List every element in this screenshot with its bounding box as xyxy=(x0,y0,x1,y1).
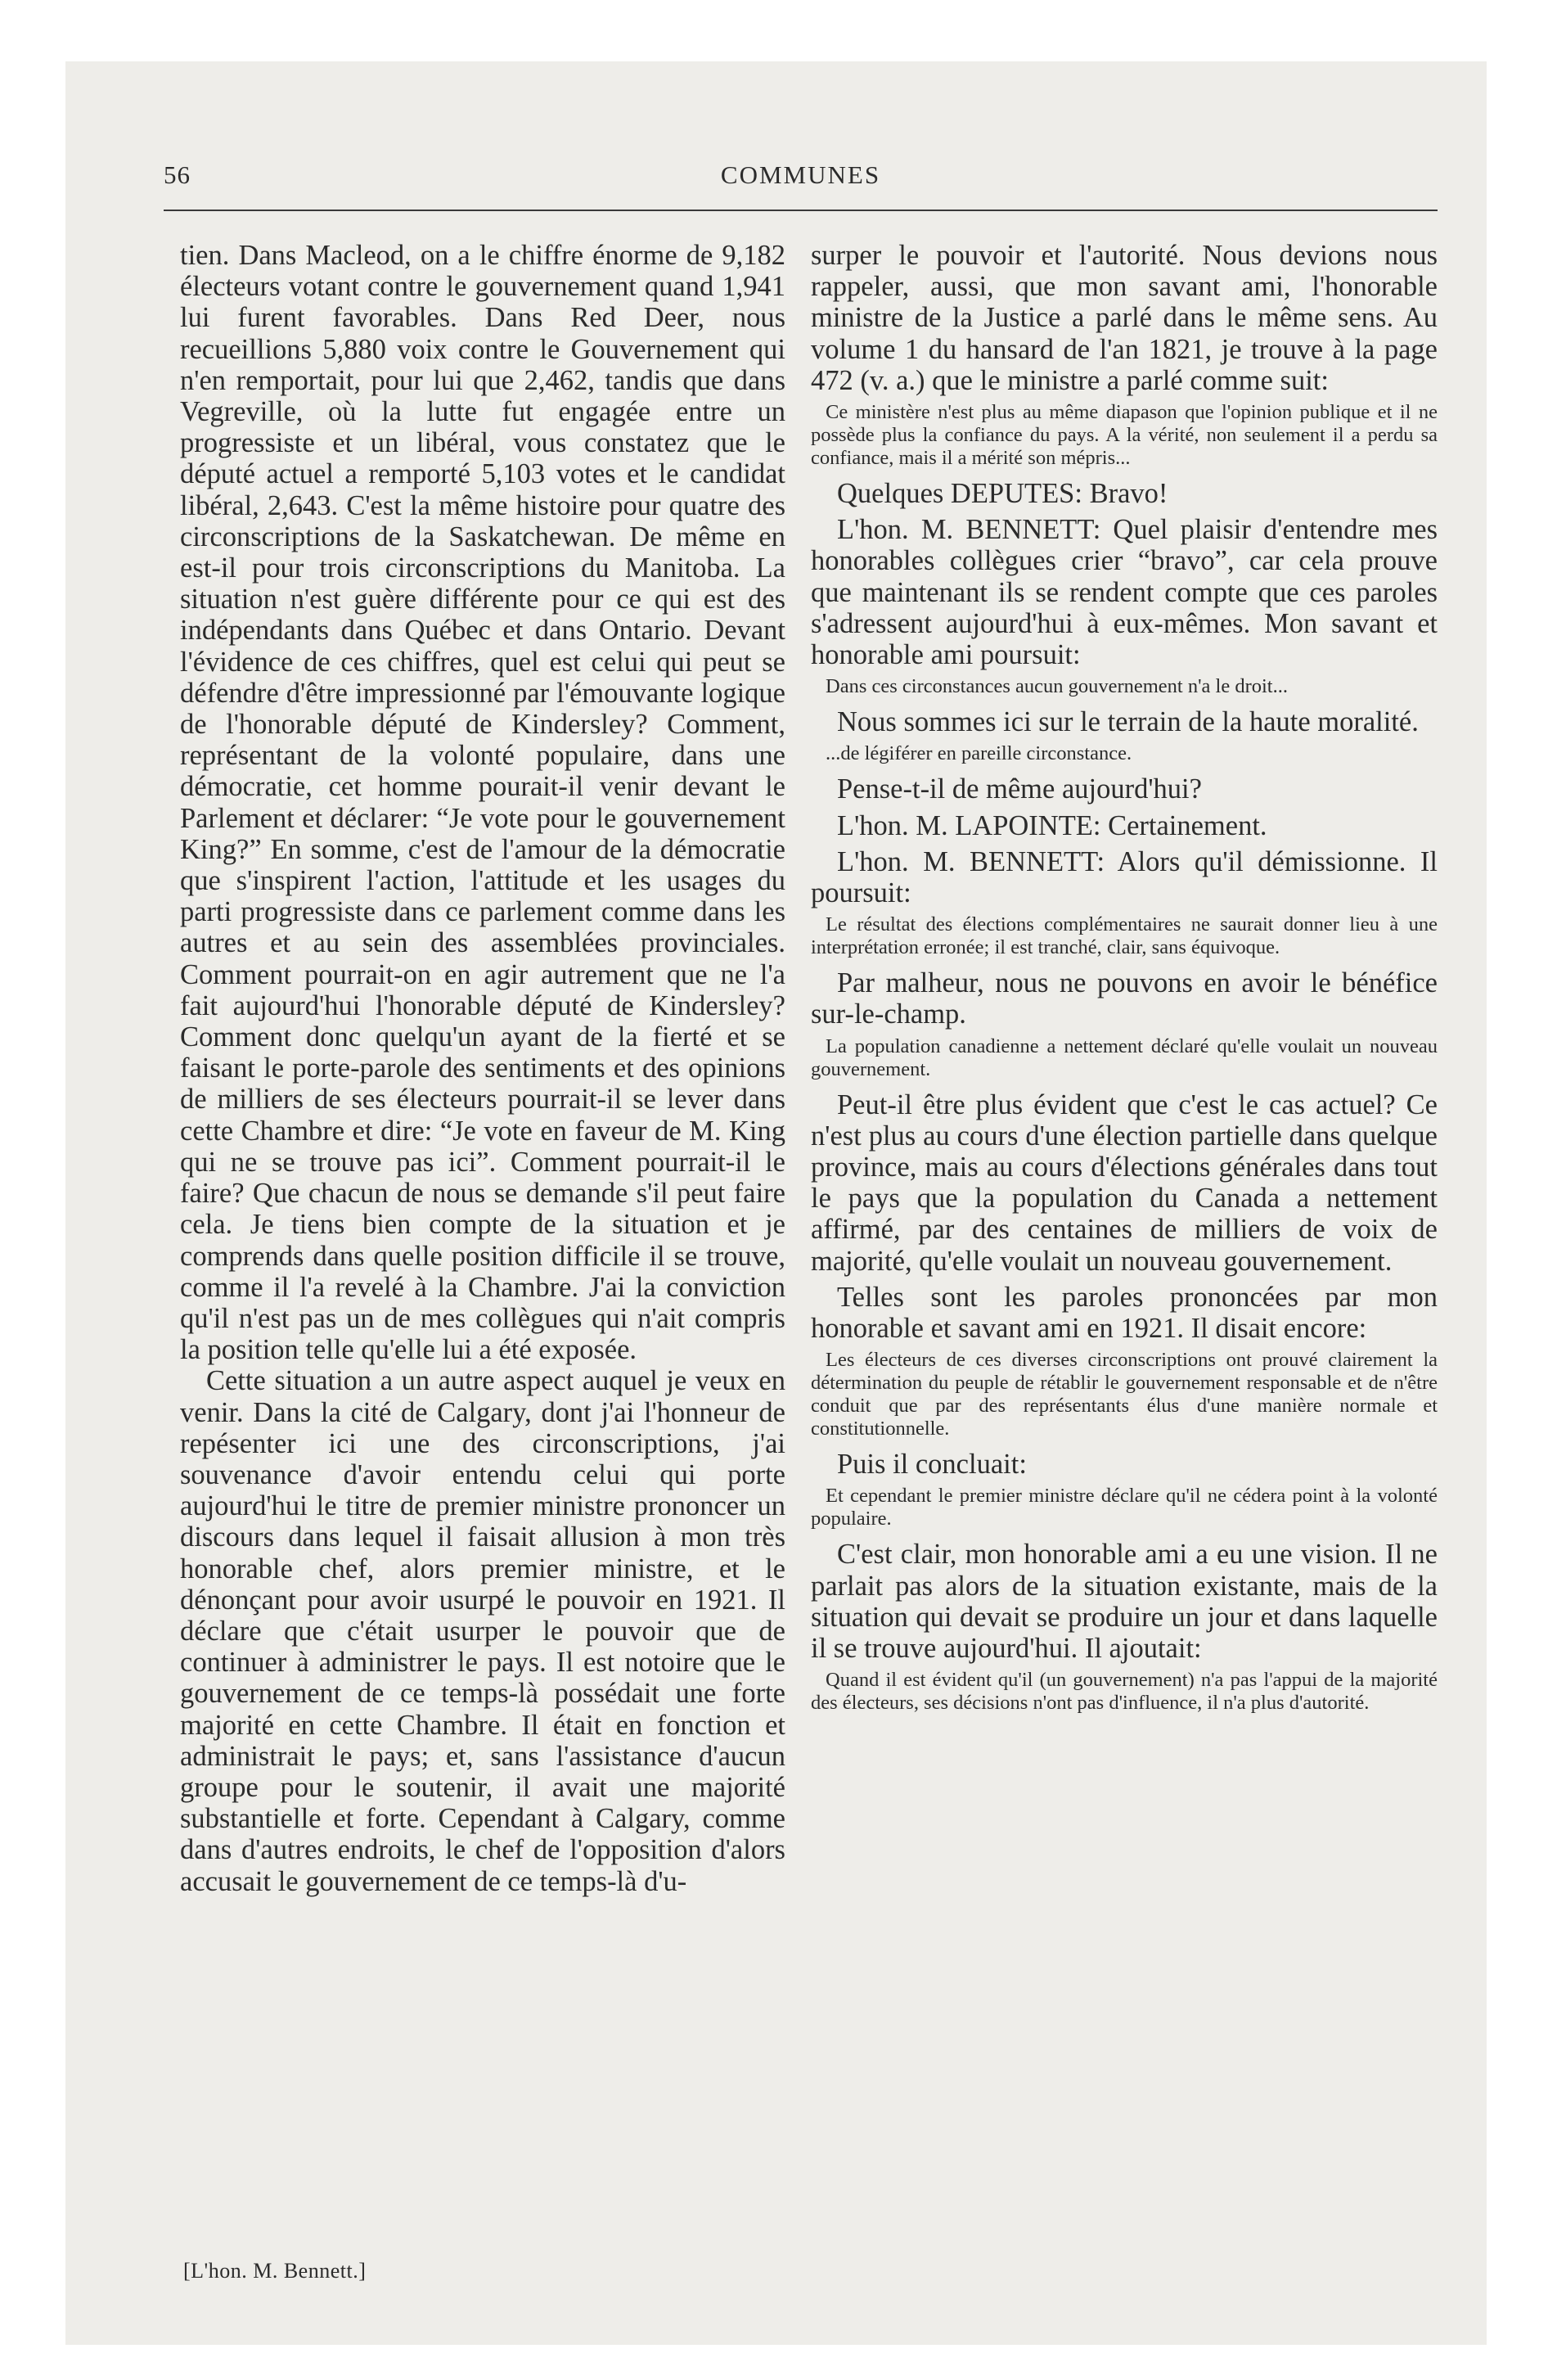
block-quote: La population canadienne a nettement déclaré qu'elle voulait un nouveau gouvernement. xyxy=(811,1034,1438,1080)
paragraph: L'hon. M. BENNETT: Quel plaisir d'entendre mes honorables collègues crier “bravo”, car cela prouve que maintenant ils se rendent compte que ces paroles s'adressent aujourd'hui à eux-mêmes. Mon savant et honorable ami poursuit: xyxy=(811,514,1438,671)
block-quote: Quand il est évident qu'il (un gouvernement) n'a pas l'appui de la majorité des électeurs, ses décisions n'ont pas d'influence, il n'a plus d'autorité. xyxy=(811,1669,1438,1715)
right-column xyxy=(811,240,1438,1723)
paragraph: Pense-t-il de même aujourd'hui? xyxy=(837,773,1202,805)
paragraph: Par malheur, nous ne pouvons en avoir le bénéfice sur-le-champ. xyxy=(811,967,1438,1030)
block-quote: Ce ministère n'est plus au même diapason que l'opinion publique et il ne possède plus la confiance du pays. A la vérité, non seulement il a perdu sa confiance, mais il a mérité son mépris... xyxy=(811,401,1438,470)
paragraph: Cette situation a un autre aspect auquel je veux en venir. Dans la cité de Calgary, dont j'ai l'honneur de repésenter ici une des circonscriptions, j'ai souvenance d'avoir entendu celui qui porte aujourd'hui le titre de premier ministre prononcer un discours dans lequel il faisait allusion à mon très honorable chef, alors premier ministre, et le dénonçant pour avoir usurpé le pouvoir en 1921. Il déclare que c'était usurper le pouvoir que de continuer à administrer le pays. Il est notoire que le gouvernement de ce temps-là possédait une forte majorité en cette Chambre. Il était en fonction et administrait le pays; et, sans l'assistance d'aucun groupe pour le soutenir, il avait une majorité substantielle et forte. Cependant à Calgary, comme dans d'autres endroits, le chef de l'opposition d'alors accusait le gouvernement de ce temps-là d'u- xyxy=(180,1365,785,1897)
block-quote: Les électeurs de ces diverses circonscriptions ont prouvé clairement la détermination du peuple de rétablir le gouvernement responsable et de n'être conduit que par des représentants élus d'une manière normale et constitutionnelle. xyxy=(811,1349,1438,1440)
paragraph: Peut-il être plus évident que c'est le cas actuel? Ce n'est plus au cours d'une élection partielle dans quelque province, mais au cours d'élections générales dans tout le pays que la population du Canada a nettement affirmé, par des centaines de milliers de voix de majorité, qu'elle voulait un nouveau gouvernement. xyxy=(811,1089,1438,1277)
left-column xyxy=(180,240,785,1897)
header-rule xyxy=(164,210,1438,211)
paragraph: Nous sommes ici sur le terrain de la haute moralité. xyxy=(837,706,1419,738)
block-quote: Le résultat des élections complémentaires ne saurait donner lieu à une interprétation erronée; il est tranché, clair, sans équivoque. xyxy=(811,913,1438,959)
paragraph: C'est clair, mon honorable ami a eu une vision. Il ne parlait pas alors de la situation existante, mais de la situation qui devait se produire un jour et dans laquelle il se trouve aujourd'hui. Il ajoutait: xyxy=(811,1539,1438,1665)
paragraph: Puis il concluait: xyxy=(837,1449,1027,1481)
block-quote: Et cependant le premier ministre déclare qu'il ne cédera point à la volonté populaire. xyxy=(811,1485,1438,1530)
running-title: COMMUNES xyxy=(720,160,881,189)
paragraph: L'hon. M. LAPOINTE: Certainement. xyxy=(837,809,1267,841)
paragraph: surper le pouvoir et l'autorité. Nous devions nous rappeler, aussi, que mon savant ami, l'honorable ministre de la Justice a parlé dans le même sens. Au volume 1 du hansard de l'an 1821, je trouve à la page 472 (v. a.) que le ministre a parlé comme suit: xyxy=(811,240,1438,396)
page-number: 56 xyxy=(164,160,191,189)
block-quote: Dans ces circonstances aucun gouvernement n'a le droit... xyxy=(826,675,1288,698)
speaker-reference: [L'hon. M. Bennett.] xyxy=(183,2259,367,2283)
paragraph: Quelques DEPUTES: Bravo! xyxy=(837,478,1168,510)
block-quote: ...de légiférer en pareille circonstance. xyxy=(826,742,1132,765)
page-header xyxy=(164,160,1438,201)
paragraph: L'hon. M. BENNETT: Alors qu'il démissionne. Il poursuit: xyxy=(811,845,1438,909)
paragraph: tien. Dans Macleod, on a le chiffre énorme de 9,182 électeurs votant contre le gouvernement quand 1,941 lui furent favorables. Dans Red Deer, nous recueillions 5,880 voix contre le Gouvernement qui n'en remportait, pour lui que 2,462, tandis que dans Vegreville, où la lutte fut engagée entre un progressiste et un libéral, vous constatez que le député actuel a remporté 5,103 votes et le candidat libéral, 2,643. C'est la même histoire pour quatre des circonscriptions de la Saskatchewan. De même en est-il pour trois circonscriptions du Manitoba. La situation n'est guère différente pour ce qui est des indépendants dans Québec et dans Ontario. Devant l'évidence de ces chiffres, quel est celui qui peut se défendre d'être impressionné par l'émouvante logique de l'honorable député de Kindersley? Comment, représentant de la volonté populaire, dans une démocratie, cet homme pourait-il venir devant le Parlement et déclarer: “Je vote pour le gouvernement King?” En somme, c'est de l'amour de la démocratie que s'inspirent l'action, l'attitude et les usages du parti progressiste dans ce parlement comme dans les autres et au sein des assemblées provinciales. Comment pourrait-on en agir autrement que ne l'a fait aujourd'hui l'honorable député de Kindersley? Comment donc quelqu'un ayant de la fierté et se faisant le porte-parole des sentiments et des opinions de milliers de ses électeurs pourrait-il se lever dans cette Chambre et dire: “Je vote en faveur de M. King qui ne se trouve pas ici”. Comment pourrait-il le faire? Que chacun de nous se demande s'il peut faire cela. Je tiens bien compte de la situation et je comprends dans quelle position difficile il se trouve, comme il l'a revelé à la Chambre. J'ai la conviction qu'il n'est pas un de mes collègues qui n'ait compris la position telle qu'elle lui a été exposée. xyxy=(180,240,785,1366)
paragraph: Telles sont les paroles prononcées par mon honorable et savant ami en 1921. Il disait encore: xyxy=(811,1281,1438,1345)
